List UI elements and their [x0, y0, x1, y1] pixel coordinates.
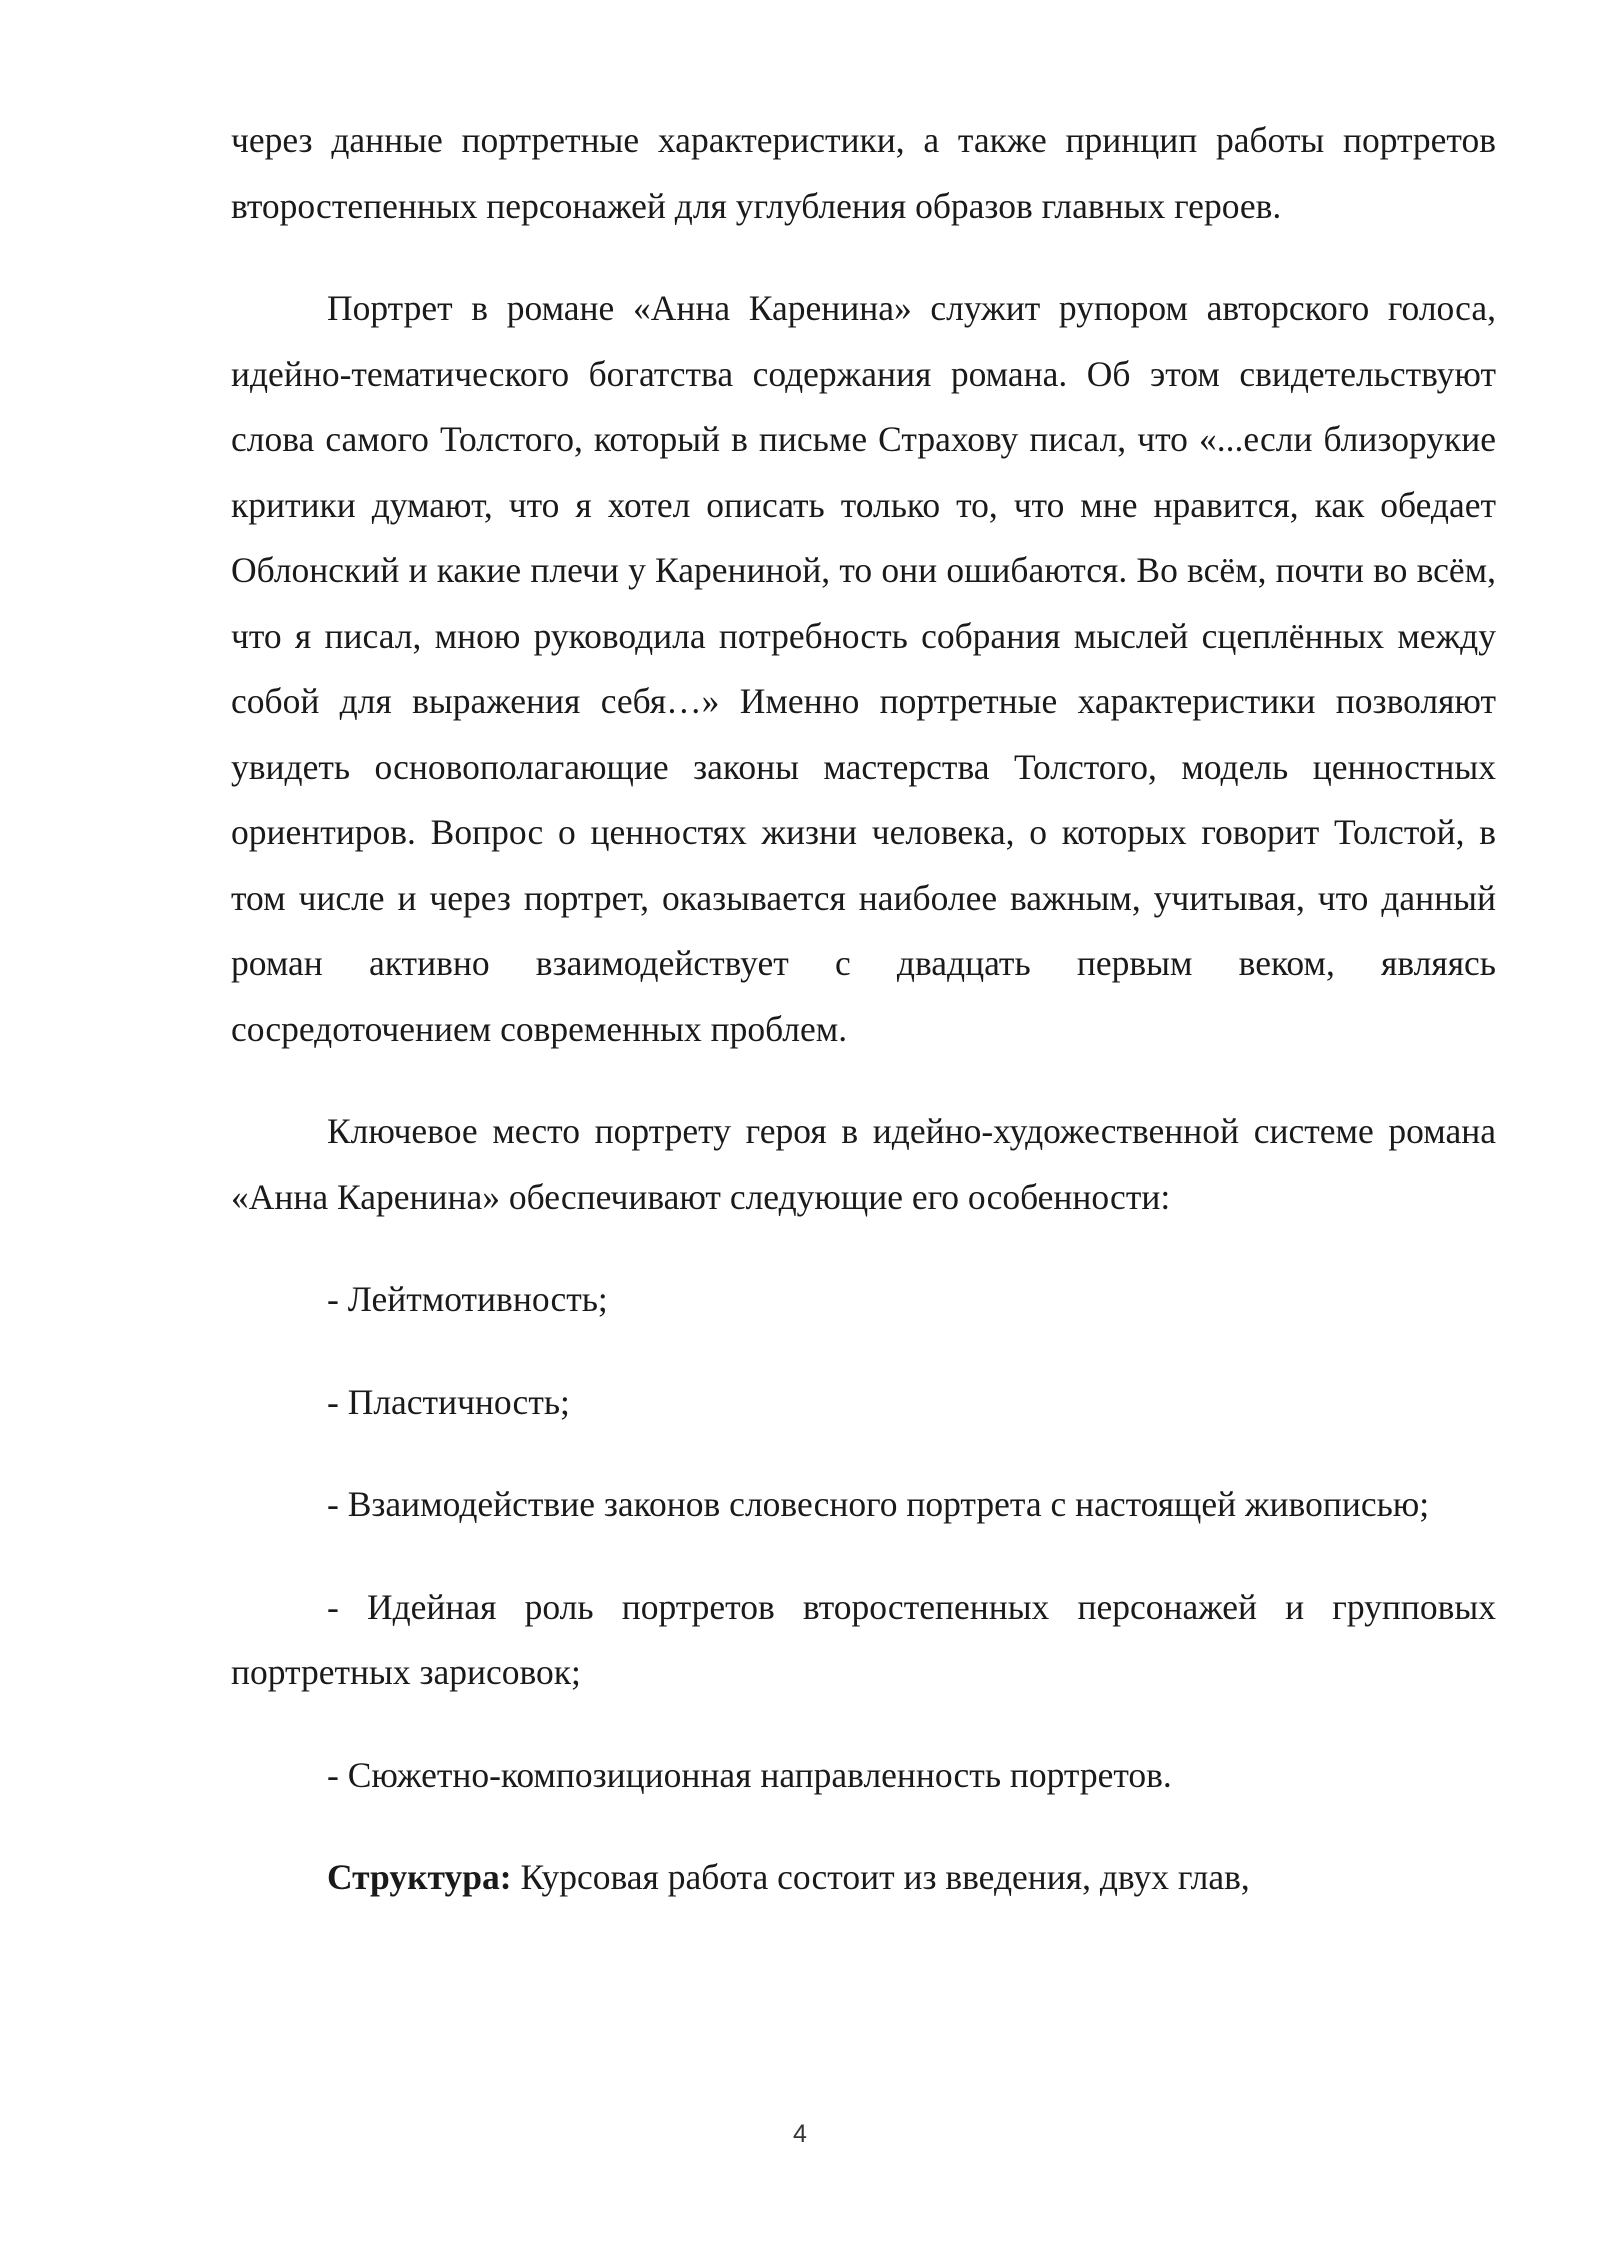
list-item: - Сюжетно-композиционная направленность портретов. [327, 1754, 1172, 1795]
structure-text: Курсовая работа состоит из введения, двух глав, [511, 1857, 1250, 1897]
structure-paragraph [231, 1845, 1496, 1911]
document-body [231, 108, 1496, 1911]
list-item: - Пластичность; [327, 1381, 570, 1422]
paragraph: Ключевое место портрету героя в идейно-художественной системе романа «Анна Каренина» обеспечивают следующие его особенности: [231, 1111, 1496, 1217]
list-item: - Идейная роль портретов второстепенных персонажей и групповых портретных зарисовок; [231, 1586, 1496, 1692]
structure-label: Структура: [327, 1857, 512, 1897]
list-item: - Взаимодействие законов словесного портрета с настоящей живописью; [327, 1484, 1430, 1524]
page-number: 4 [793, 2120, 807, 2148]
paragraph: Портрет в романе «Анна Каренина» служит рупором авторского голоса, идейно-тематического богатства содержания романа. Об этом свидетельствуют слова самого Толстого, который в письме Страхову писал, что «...если близорукие критики думают, что я хотел описать только то, что мне нравится, как обедает Облонский и какие плечи у Карениной, то они ошибаются. Во всём, почти во всём, что я писал, мною руководила потребность собрания мыслей сцеплённых между собой для выражения себя…» Именно портретные характеристики позволяют увидеть основополагающие законы мастерства Толстого, модель ценностных ориентиров. Вопрос о ценностях жизни человека, о которых говорит Толстой, в том числе и через портрет, оказывается наиболее важным, учитывая, что данный роман активно взаимодействует с двадцать первым веком, являясь сосредоточением современных проблем. [231, 288, 1496, 1049]
paragraph: через данные портретные характеристики, а также принцип работы портретов второстепенных персонажей для углубления образов главных героев. [231, 120, 1496, 226]
list-item: - Лейтмотивность; [327, 1279, 608, 1319]
